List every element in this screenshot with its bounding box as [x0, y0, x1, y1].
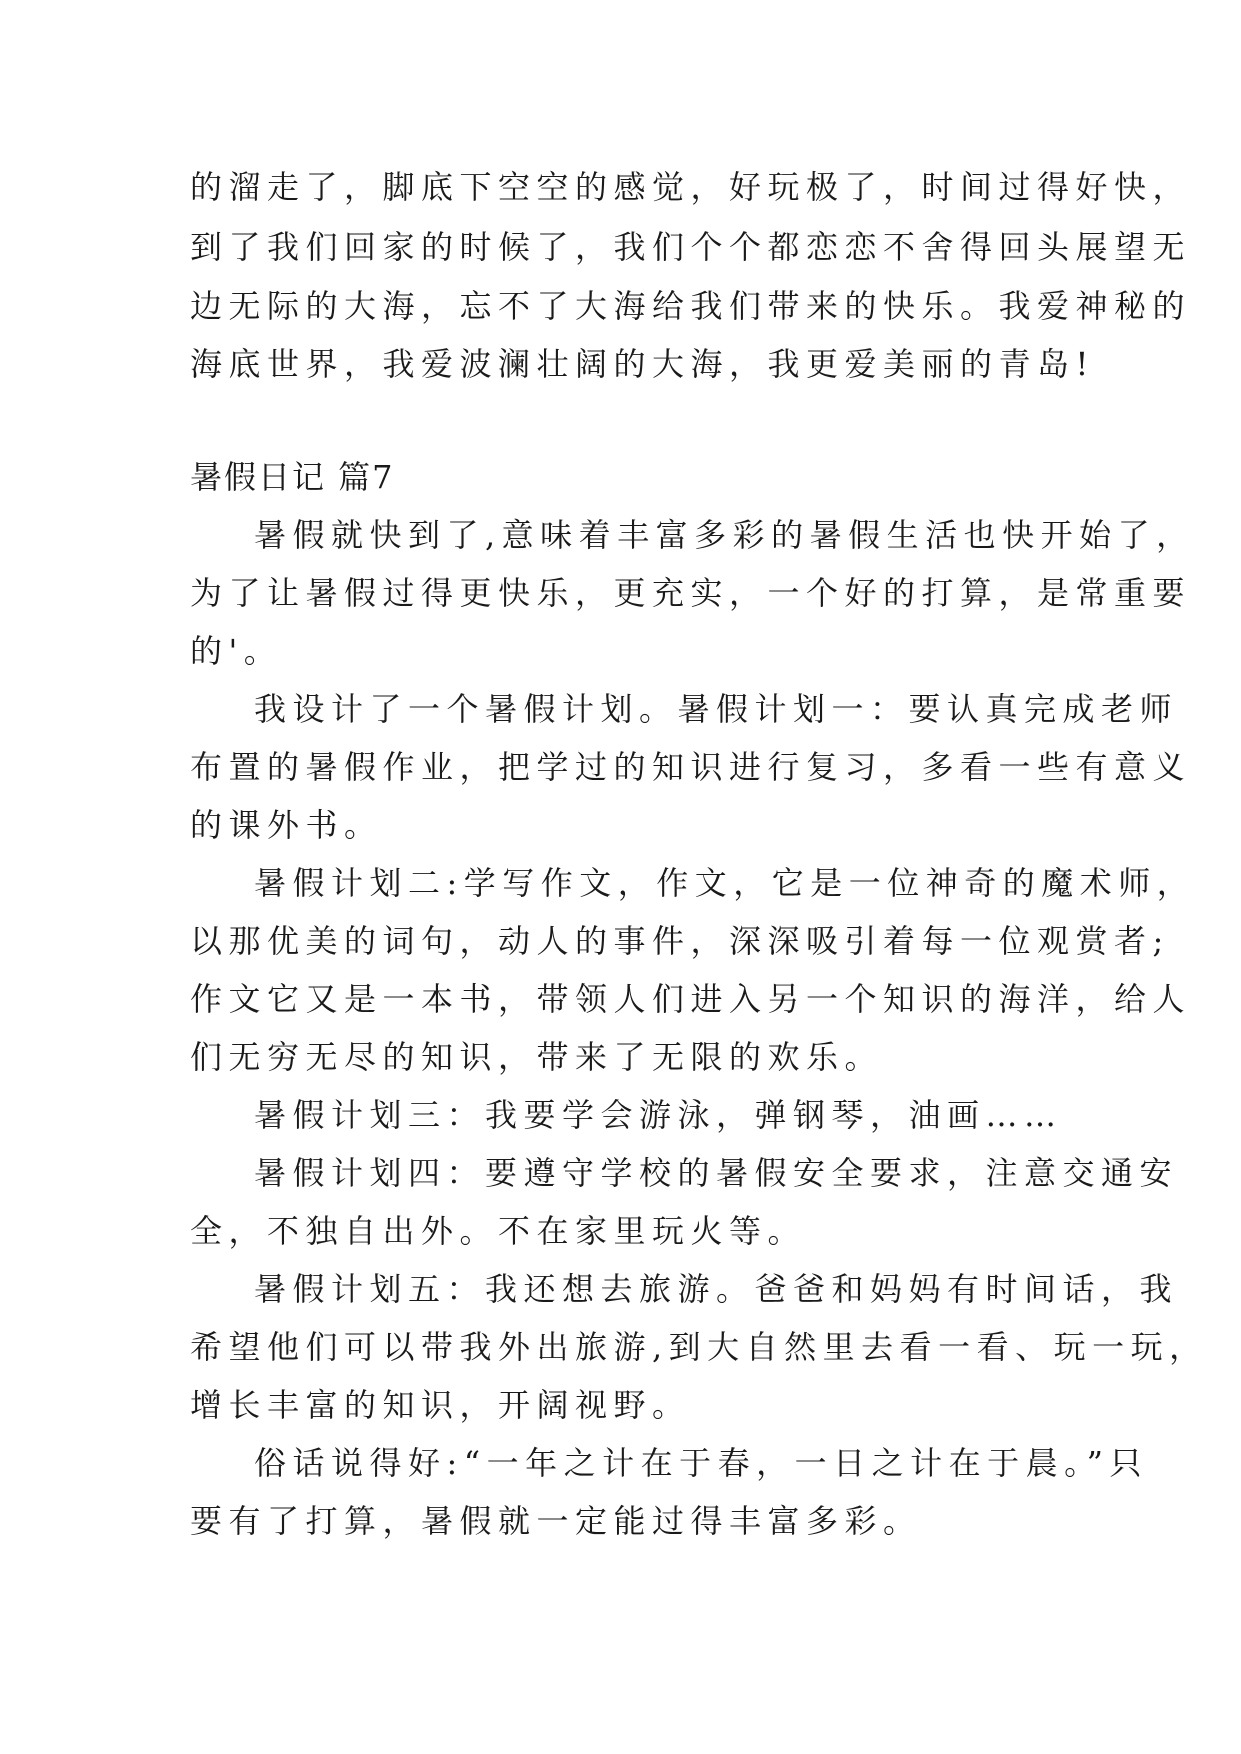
continuation-line: 的溜走了，脚底下空空的感觉，好玩极了，时间过得好快，: [190, 168, 1192, 206]
paragraph-line: 暑假计划五：我还想去旅游。爸爸和妈妈有时间话，我: [254, 1270, 1179, 1308]
paragraph-line: 暑假计划二:学写作文，作文，它是一位神奇的魔术师，: [254, 864, 1196, 902]
continuation-line: 边无际的大海，忘不了大海给我们带来的快乐。我爱神秘的: [190, 287, 1192, 325]
paragraph-line: 全，不独自出外。不在家里玩火等。: [190, 1212, 807, 1250]
paragraph-line: 为了让暑假过得更快乐，更充实，一个好的打算，是常重要: [190, 574, 1192, 612]
paragraph-line: 我设计了一个暑假计划。暑假计划一：要认真完成老师: [254, 690, 1179, 728]
paragraph-line: 暑假计划四：要遵守学校的暑假安全要求，注意交通安: [254, 1154, 1179, 1192]
paragraph-line: 暑假就快到了,意味着丰富多彩的暑假生活也快开始了，: [254, 516, 1195, 554]
paragraph-line: 俗话说得好:“一年之计在于春，一日之计在于晨。”只: [254, 1444, 1149, 1482]
paragraph-line: 们无穷无尽的知识，带来了无限的欢乐。: [190, 1038, 884, 1076]
paragraph-line: 布置的暑假作业，把学过的知识进行复习，多看一些有意义: [190, 748, 1192, 786]
continuation-line: 到了我们回家的时候了，我们个个都恋恋不舍得回头展望无: [190, 228, 1192, 266]
paragraph-line: 要有了打算，暑假就一定能过得丰富多彩。: [190, 1502, 922, 1540]
paragraph-line: 的课外书。: [190, 806, 383, 844]
paragraph-line: 以那优美的词句，动人的事件，深深吸引着每一位观赏者;: [190, 922, 1170, 960]
paragraph-line: 的'。: [190, 632, 283, 670]
paragraph-line: 暑假计划三：我要学会游泳，弹钢琴，油画……: [254, 1096, 1063, 1134]
paragraph-line: 作文它又是一本书，带领人们进入另一个知识的海洋，给人: [190, 980, 1192, 1018]
paragraph-line: 希望他们可以带我外出旅游,到大自然里去看一看、玩一玩，: [190, 1328, 1208, 1366]
continuation-line: 海底世界，我爱波澜壮阔的大海，我更爱美丽的青岛!: [190, 345, 1095, 383]
paragraph-line: 增长丰富的知识，开阔视野。: [190, 1386, 691, 1424]
section-title: 暑假日记 篇7: [190, 458, 395, 496]
